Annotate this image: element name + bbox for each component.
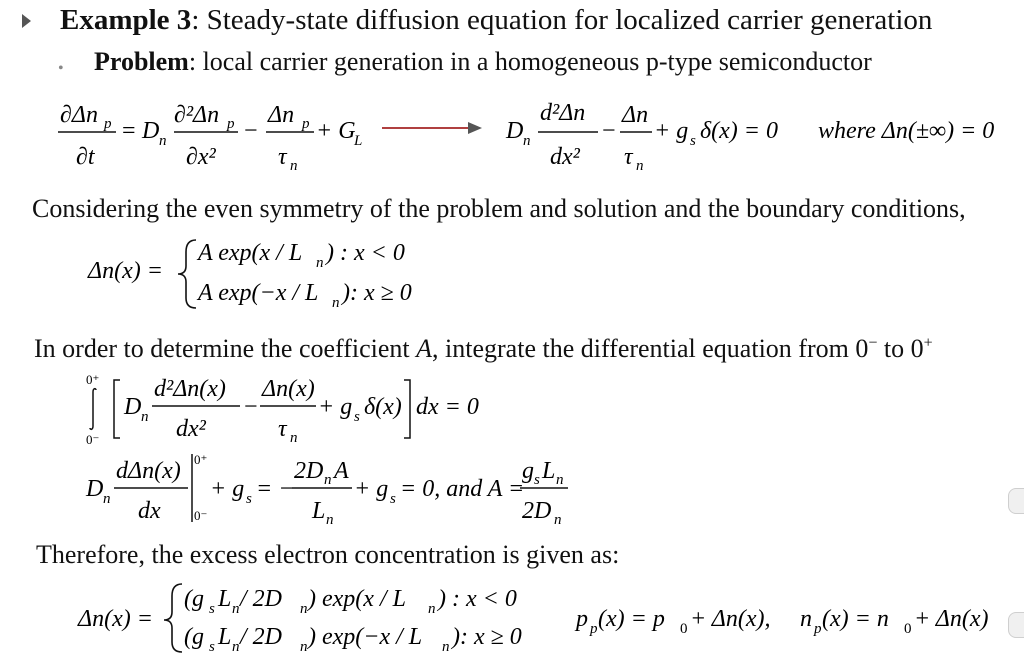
int-frac1-num: d²Δn(x): [154, 376, 226, 402]
svg-text:s: s: [390, 491, 396, 507]
problem-bullet-icon: •: [58, 60, 64, 77]
svg-text:0: 0: [904, 621, 912, 637]
svg-text:p: p: [590, 621, 598, 637]
final-row2: ) exp(−x / L: [308, 624, 423, 650]
int-frac1-den: dx²: [176, 416, 206, 442]
svg-text:+ Δn(x),: + Δn(x),: [690, 606, 771, 632]
eq1-tail: + G: [316, 118, 356, 144]
final-lhs: Δn(x) =: [78, 606, 153, 632]
final-row2-cond: ): x ≥ 0: [452, 624, 522, 650]
eq1-mid-numerator: ∂²Δn: [174, 102, 220, 128]
integral-sign-icon: [90, 389, 96, 430]
boundary-condition: where Δn(±∞) = 0: [818, 118, 995, 144]
int-upper: 0⁺: [86, 372, 100, 387]
svg-text:(g: (g: [184, 586, 204, 612]
res-eq: = −: [256, 476, 295, 502]
svg-text:s: s: [354, 409, 360, 425]
svg-text:s: s: [246, 491, 252, 507]
svg-text:s: s: [209, 639, 215, 655]
svg-text:n: n: [324, 472, 332, 488]
svg-text:n: n: [300, 639, 308, 655]
svg-text:−: −: [602, 118, 616, 144]
eq2-denominator: dx²: [550, 144, 580, 170]
piece1-lhs: Δn(x) =: [88, 258, 163, 284]
svg-text:D: D: [86, 476, 104, 502]
svg-text:n: n: [428, 601, 436, 617]
implies-arrow-icon: [468, 122, 482, 134]
int-frac2-num: Δn(x): [262, 376, 315, 402]
eq2-t2-denominator: τ: [624, 144, 633, 170]
svg-text:s: s: [690, 133, 696, 149]
para-symmetry: Considering the even symmetry of the problem and solution and the boundary conditions,: [32, 194, 966, 223]
svg-text:+ Δn(x): + Δn(x): [914, 606, 989, 632]
res-frac-num: dΔn(x): [116, 458, 181, 484]
svg-text:n: n: [141, 409, 149, 425]
svg-text:n: n: [232, 601, 240, 617]
para-coefficient: In order to determine the coefficient A, integrate the differential equation from 0− to 0+: [34, 334, 933, 363]
svg-text:n: n: [316, 255, 324, 271]
svg-text:n: n: [326, 512, 334, 528]
piecewise-solution: [0, 232, 600, 314]
result-equation: [0, 450, 640, 530]
final-solution: [0, 578, 1024, 657]
svg-text:n: n: [159, 133, 167, 149]
svg-text:−: −: [244, 394, 258, 420]
pp-equation: (x) = p: [598, 606, 665, 632]
svg-text:s: s: [209, 601, 215, 617]
svg-text:L: L: [218, 586, 232, 612]
svg-text:L: L: [218, 624, 232, 650]
svg-text:/ 2D: / 2D: [240, 624, 282, 650]
eq2-delta: δ(x) = 0: [700, 118, 778, 144]
svg-text:p: p: [814, 621, 822, 637]
svg-text:/ 2D: / 2D: [240, 586, 282, 612]
slide-title: Example 3: Steady-state diffusion equation for localized carrier generation: [60, 4, 933, 36]
int-delta: δ(x): [364, 394, 402, 420]
svg-text:n: n: [232, 639, 240, 655]
svg-text:n: n: [800, 606, 812, 632]
para-therefore: Therefore, the excess electron concentration is given as:: [36, 540, 620, 569]
eq2-t2-numerator: Δn: [622, 102, 649, 128]
res-mid: + g: [210, 476, 245, 502]
svg-text:0⁺: 0⁺: [194, 452, 208, 467]
svg-text:L: L: [542, 458, 556, 484]
integral-equation: [0, 368, 620, 448]
res-and: + g: [354, 476, 389, 502]
side-panel-handle[interactable]: [1008, 488, 1024, 514]
svg-text:(g: (g: [184, 624, 204, 650]
svg-text:p: p: [227, 116, 235, 132]
svg-text:=: =: [122, 118, 136, 144]
eq1-t3-denominator: τ: [278, 144, 287, 170]
eq2-tail: + g: [654, 118, 689, 144]
int-tail: + g: [318, 394, 353, 420]
svg-text:D: D: [506, 118, 524, 144]
eq2-numerator: d²Δn: [540, 100, 586, 126]
piece1-row1-cond: ) : x < 0: [326, 240, 405, 266]
res-frac2-den: L: [312, 498, 326, 524]
eq1-mid-denominator: ∂x²: [186, 144, 216, 170]
svg-text:D: D: [142, 118, 160, 144]
int-end: dx = 0: [416, 394, 479, 420]
svg-text:n: n: [636, 158, 644, 173]
eq1-t3-numerator: Δn: [268, 102, 295, 128]
title-bullet-arrow-icon: [22, 14, 31, 28]
piece1-row2: A exp(−x / L: [198, 280, 319, 306]
svg-text:n: n: [442, 639, 450, 655]
svg-text:n: n: [300, 601, 308, 617]
svg-text:n: n: [103, 491, 111, 507]
svg-text:p: p: [576, 606, 588, 632]
eq1-sub-p: p: [104, 116, 112, 132]
res-and-text: = 0, and A =: [400, 476, 525, 502]
diffusion-equations: [0, 88, 1024, 173]
svg-text:n: n: [556, 472, 564, 488]
svg-text:s: s: [534, 472, 540, 488]
np-equation: (x) = n: [822, 606, 889, 632]
final-brace-icon: [164, 584, 182, 652]
res-frac-den: dx: [138, 498, 161, 524]
int-lower: 0⁻: [86, 432, 100, 447]
res-frac3-num: g: [522, 458, 534, 484]
svg-text:L: L: [354, 133, 363, 149]
svg-text:n: n: [290, 430, 298, 446]
svg-text:−: −: [244, 118, 258, 144]
svg-text:n: n: [523, 133, 531, 149]
res-frac2-num: 2D: [294, 458, 324, 484]
svg-text:0: 0: [680, 621, 688, 637]
final-row1-cond: ) : x < 0: [438, 586, 517, 612]
svg-text:D: D: [124, 394, 142, 420]
svg-text:n: n: [332, 295, 340, 311]
final-row1: ) exp(x / L: [308, 586, 406, 612]
piece1-row2-cond: ): x ≥ 0: [342, 280, 412, 306]
side-panel-handle-2[interactable]: [1008, 612, 1024, 638]
svg-text:0⁻: 0⁻: [194, 508, 208, 523]
res-frac3-den: 2D: [522, 498, 552, 524]
svg-text:n: n: [554, 512, 562, 528]
svg-text:n: n: [290, 158, 298, 173]
piece1-row1: A exp(x / L: [198, 240, 303, 266]
int-frac2-den: τ: [278, 416, 287, 442]
eq1-lhs-denominator: ∂t: [76, 144, 95, 170]
left-brace-icon: [178, 240, 196, 308]
svg-text:p: p: [302, 116, 310, 132]
eq1-lhs-numerator: ∂Δn: [60, 102, 98, 128]
problem-statement: Problem: local carrier generation in a homogeneous p-type semiconductor: [94, 47, 872, 76]
svg-text:A: A: [334, 458, 349, 484]
